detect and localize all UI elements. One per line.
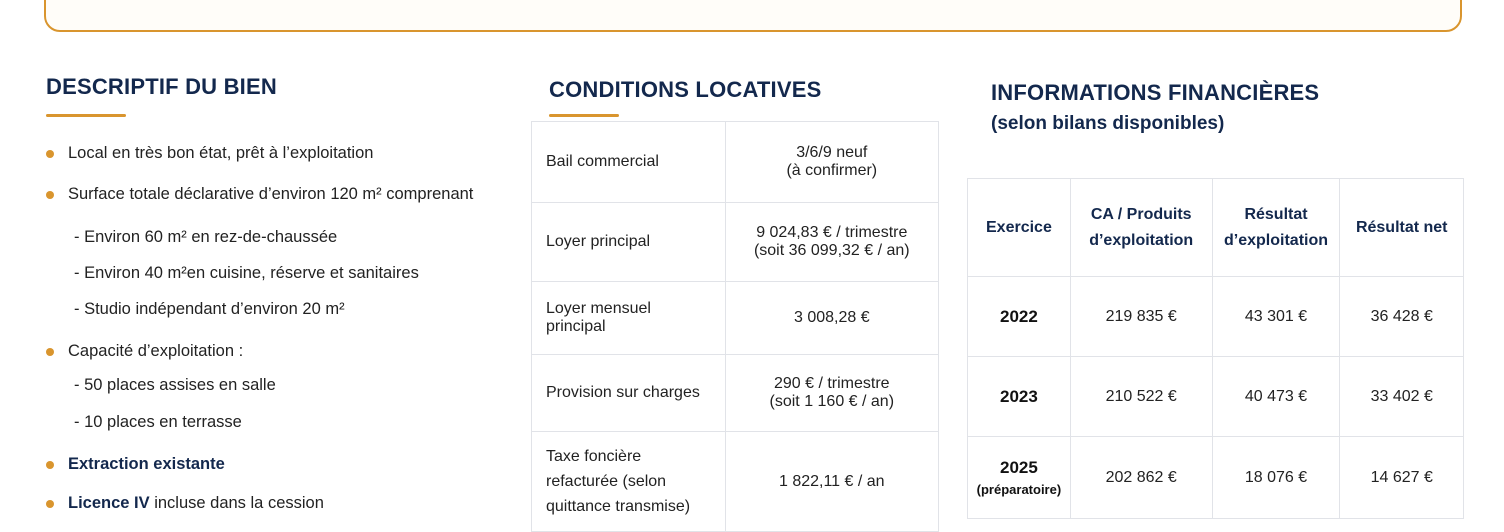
table-row: [532, 282, 939, 355]
col-header-ca: CA / Produits d’exploitation: [1070, 179, 1212, 277]
condition-label: Loyer principal: [532, 203, 726, 282]
condition-label: Provision sur charges: [532, 355, 726, 432]
table-row: [532, 122, 939, 203]
descriptif-underline: [46, 114, 126, 117]
bullet-icon: [46, 500, 54, 508]
col-header-exercice: Exercice: [968, 179, 1071, 277]
condition-value: 290 € / trimestre (soit 1 160 € / an): [725, 355, 938, 432]
resultat-exploitation-cell: 43 301 €: [1212, 277, 1340, 357]
finances-heading: INFORMATIONS FINANCIÈRES: [991, 80, 1320, 105]
conditions-underline: [549, 114, 619, 117]
resultat-exploitation-cell: 18 076 €: [1212, 437, 1340, 519]
table-row: [532, 432, 939, 532]
table-row: [968, 437, 1464, 519]
condition-label: Bail commercial: [532, 122, 726, 203]
table-row: [968, 277, 1464, 357]
condition-value: 9 024,83 € / trimestre (soit 36 099,32 € / an): [725, 203, 938, 282]
resultat-net-cell: 14 627 €: [1340, 437, 1464, 519]
finances-subtitle: (selon bilans disponibles): [991, 113, 1225, 134]
ca-cell: 219 835 €: [1070, 277, 1212, 357]
bullet-icon: [46, 191, 54, 199]
year-cell: 2025 (préparatoire): [968, 437, 1071, 519]
table-row: [532, 355, 939, 432]
resultat-net-cell: 36 428 €: [1340, 277, 1464, 357]
conditions-table: [531, 121, 939, 532]
resultat-exploitation-cell: 40 473 €: [1212, 357, 1340, 437]
finances-table: [967, 178, 1464, 519]
year-cell: 2023: [968, 357, 1071, 437]
ca-cell: 210 522 €: [1070, 357, 1212, 437]
condition-value: 1 822,11 € / an: [725, 432, 938, 532]
bullet-icon: [46, 348, 54, 356]
bullet-icon: [46, 150, 54, 158]
table-row: [968, 357, 1464, 437]
table-header-row: [968, 179, 1464, 277]
condition-value: 3/6/9 neuf (à confirmer): [725, 122, 938, 203]
resultat-net-cell: 33 402 €: [1340, 357, 1464, 437]
condition-label: Loyer mensuel principal: [532, 282, 726, 355]
condition-label: Taxe foncière refacturée (selon quittance transmise): [532, 432, 726, 532]
descriptif-heading: DESCRIPTIF DU BIEN: [46, 74, 277, 99]
condition-value: 3 008,28 €: [725, 282, 938, 355]
table-row: [532, 203, 939, 282]
bullet-icon: [46, 461, 54, 469]
year-note: (préparatoire): [976, 482, 1062, 497]
year-cell: 2022: [968, 277, 1071, 357]
conditions-heading: CONDITIONS LOCATIVES: [549, 77, 822, 102]
ca-cell: 202 862 €: [1070, 437, 1212, 519]
col-header-resultat-net: Résultat net: [1340, 179, 1464, 277]
top-info-card: [44, 0, 1462, 32]
col-header-resultat-exploitation: Résultat d’exploitation: [1212, 179, 1340, 277]
